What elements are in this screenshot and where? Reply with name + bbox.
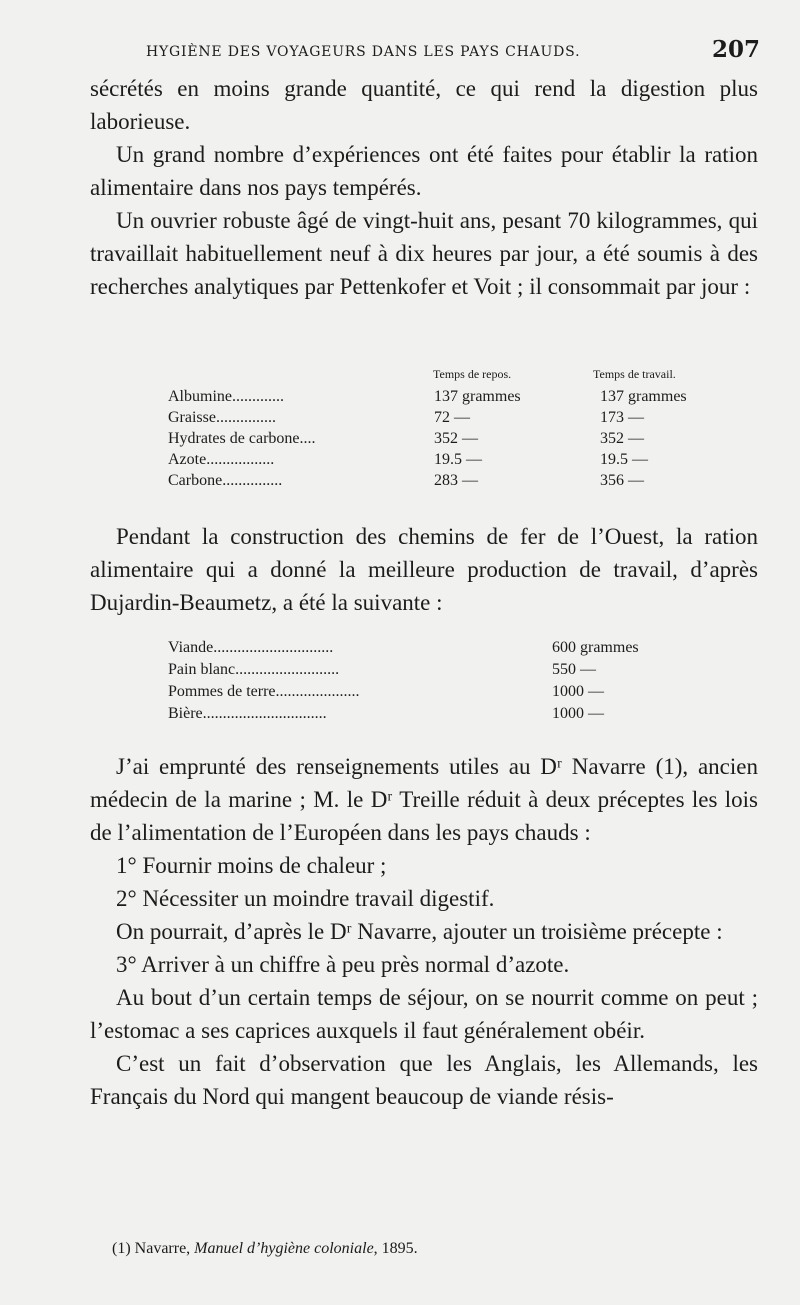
paragraph: sécrétés en moins grande quantité, ce qui rend la digestion plus laborieuse. — [90, 76, 758, 134]
page-header — [90, 36, 760, 66]
paragraph: Un grand nombre d’expériences ont été faites pour établir la ration alimentaire dans nos pays tempérés. — [90, 142, 758, 200]
table-row — [168, 470, 768, 491]
ration-table-pettenkofer — [168, 364, 768, 496]
rest-value: 352 — — [434, 430, 478, 447]
row-label: Carbone............... — [168, 472, 283, 489]
paragraph: 2° Nécessiter un moindre travail digestif. — [116, 886, 495, 911]
paragraph: J’ai emprunté des renseignements utiles au Dʳ Navarre (1), ancien médecin de la marine ; M. le Dʳ Treille réduit à deux préceptes les lois de l’alimentation de l’Européen dans les pays chauds : — [90, 754, 758, 845]
paragraph: 1° Fournir moins de chaleur ; — [116, 853, 387, 878]
work-value: 19.5 — — [600, 451, 648, 468]
table-row — [168, 681, 768, 702]
row-label: Hydrates de carbone.... — [168, 430, 316, 447]
work-value: 356 — — [600, 472, 644, 489]
paragraph: On pourrait, d’après le Dʳ Navarre, ajouter un troisième précepte : — [116, 919, 723, 944]
row-label: Graisse............... — [168, 409, 276, 426]
column-header-work: Temps de travail. — [593, 367, 676, 381]
column-header-rest: Temps de repos. — [433, 367, 512, 381]
paragraph: Un ouvrier robuste âgé de vingt-huit ans, pesant 70 kilogrammes, qui travaillait habituellement neuf à dix heures par jour, a été soumis à des recherches analytiques par Pettenkofer et Voit ; il consommait par jour : — [90, 208, 758, 299]
ration-table-dujardin — [168, 637, 768, 727]
footnote — [112, 1240, 418, 1258]
row-value: 600 grammes — [552, 639, 639, 656]
rest-value: 72 — — [434, 409, 470, 426]
row-value: 1000 — — [552, 683, 604, 700]
table-row — [168, 407, 768, 428]
row-label: Azote................. — [168, 451, 275, 468]
footnote-marker: (1) Navarre, — [112, 1240, 195, 1257]
table-row — [168, 428, 768, 449]
paragraph: Pendant la construction des chemins de fer de l’Ouest, la ration alimentaire qui a donné la meilleure production de travail, d’après Dujardin-Beaumetz, a été la suivante : — [90, 524, 758, 615]
work-value: 173 — — [600, 409, 644, 426]
running-title: HYGIÈNE DES VOYAGEURS DANS LES PAYS CHAUDS. — [146, 44, 581, 60]
row-label: Viande.............................. — [168, 639, 334, 656]
footnote-title: Manuel d’hygiène coloniale — [194, 1240, 374, 1257]
rest-value: 19.5 — — [434, 451, 482, 468]
table-row — [168, 659, 768, 680]
row-label: Pain blanc.......................... — [168, 661, 340, 678]
table-row — [168, 703, 768, 724]
row-value: 550 — — [552, 661, 596, 678]
paragraph: C’est un fait d’observation que les Anglais, les Allemands, les Français du Nord qui mangent beaucoup de viande résis- — [90, 1051, 758, 1109]
paragraph: 3° Arriver à un chiffre à peu près normal d’azote. — [116, 952, 570, 977]
row-value: 1000 — — [552, 705, 604, 722]
table-row — [168, 637, 768, 658]
row-label: Pommes de terre..................... — [168, 683, 360, 700]
rest-value: 283 — — [434, 472, 478, 489]
page-number: 207 — [711, 36, 760, 63]
table-row — [168, 449, 768, 470]
work-value: 352 — — [600, 430, 644, 447]
body-text-middle — [90, 520, 758, 619]
body-text-top — [90, 72, 758, 303]
table-row — [168, 386, 768, 407]
body-text-bottom — [90, 750, 758, 1113]
footnote-year: , 1895. — [373, 1240, 418, 1257]
paragraph: Au bout d’un certain temps de séjour, on se nourrit comme on peut ; l’estomac a ses caprices auxquels il faut généralement obéir. — [90, 985, 758, 1043]
row-label: Bière............................... — [168, 705, 327, 722]
work-value: 137 grammes — [600, 388, 687, 405]
row-label: Albumine............. — [168, 388, 284, 405]
rest-value: 137 grammes — [434, 388, 521, 405]
